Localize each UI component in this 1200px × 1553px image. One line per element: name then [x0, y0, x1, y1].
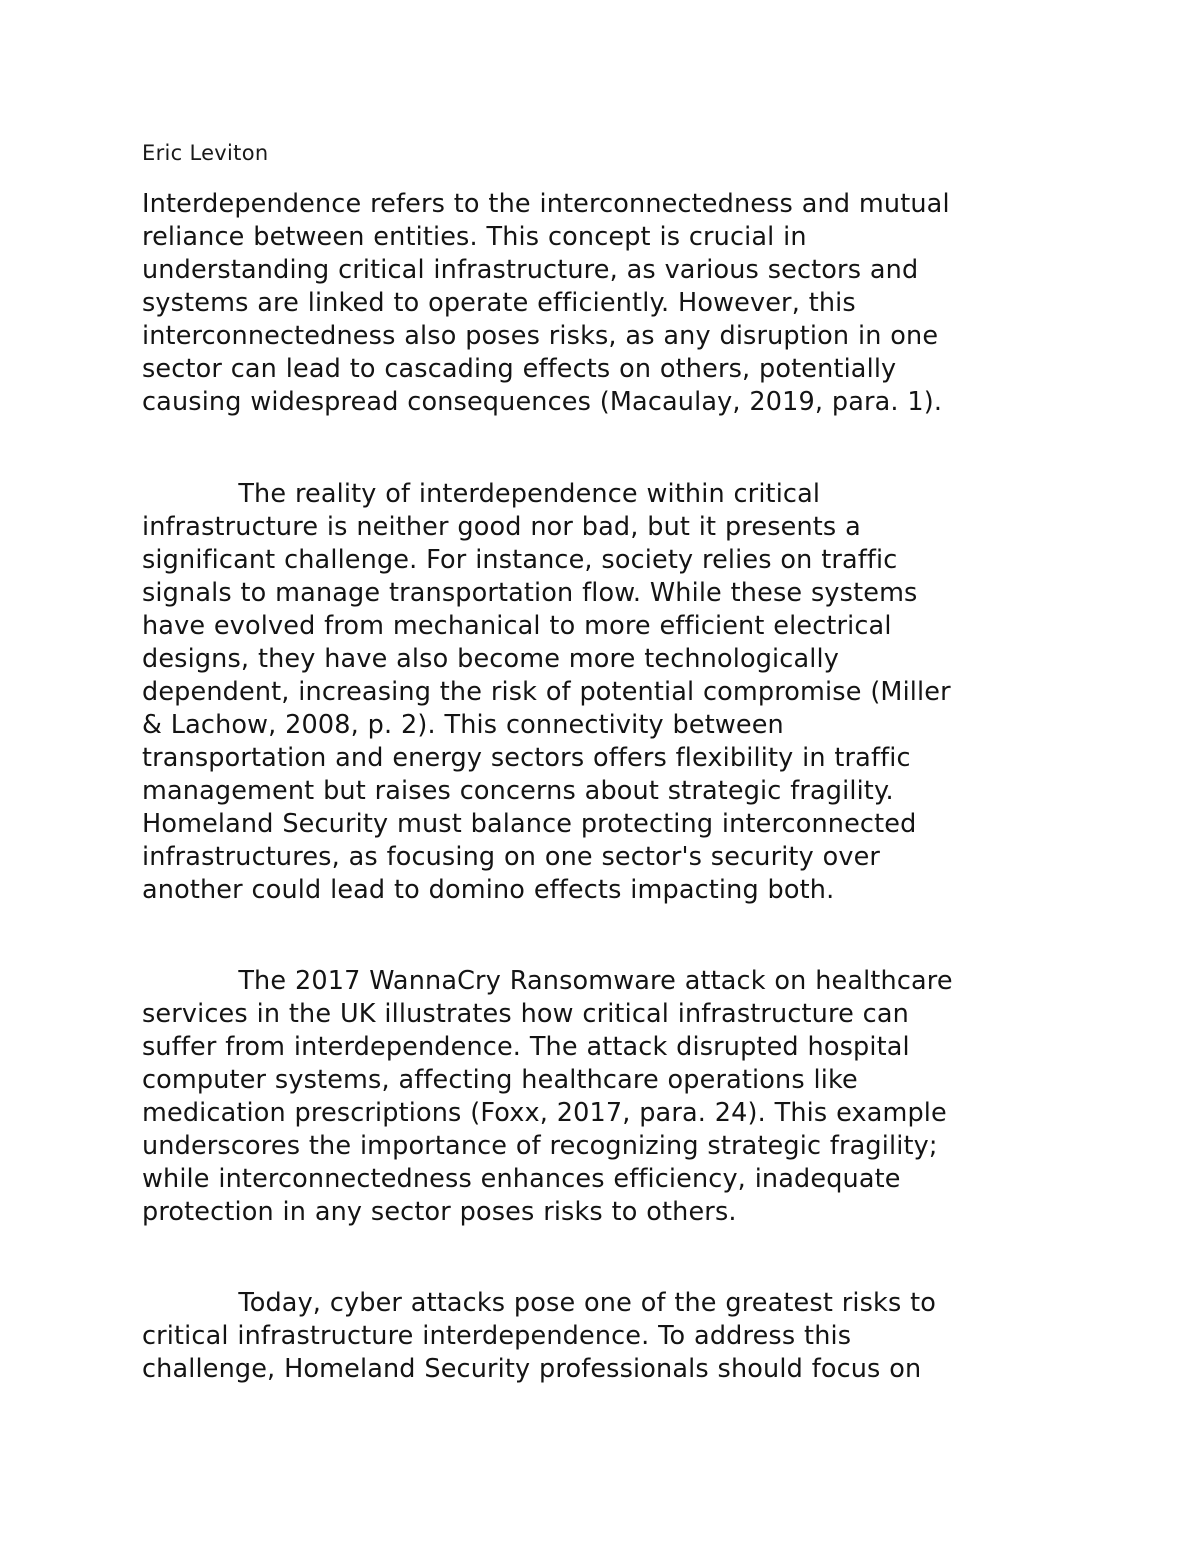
text-line: transportation and energy sectors offers flexibility in traffic — [142, 743, 911, 773]
text-line: challenge, Homeland Security professionals should focus on — [142, 1354, 922, 1384]
text-line: management but raises concerns about strategic fragility. — [142, 776, 894, 806]
text-line: infrastructure is neither good nor bad, but it presents a — [142, 512, 861, 542]
text-line: services in the UK illustrates how critical infrastructure can — [142, 999, 909, 1029]
text-line: underscores the importance of recognizing strategic fragility; — [142, 1131, 938, 1161]
text-line: while interconnectedness enhances efficiency, inadequate — [142, 1164, 901, 1194]
text-line: systems are linked to operate efficiently. However, this — [142, 288, 856, 318]
text-line: signals to manage transportation flow. While these systems — [142, 578, 918, 608]
text-line: computer systems, affecting healthcare operations like — [142, 1065, 858, 1095]
text-line: designs, they have also become more technologically — [142, 644, 839, 674]
text-line: & Lachow, 2008, p. 2). This connectivity between — [142, 710, 784, 740]
text-line: The reality of interdependence within critical — [142, 479, 821, 509]
text-line: infrastructures, as focusing on one sector's security over — [142, 842, 881, 872]
text-line: The 2017 WannaCry Ransomware attack on healthcare — [142, 966, 953, 996]
text-line: dependent, increasing the risk of potential compromise (Miller — [142, 677, 951, 707]
text-line: causing widespread consequences (Macaulay, 2019, para. 1). — [142, 387, 943, 417]
text-line: critical infrastructure interdependence. To address this — [142, 1321, 852, 1351]
paragraph-cyber-attacks — [142, 1287, 1072, 1386]
text-line: Today, cyber attacks pose one of the greatest risks to — [142, 1288, 937, 1318]
text-line: sector can lead to cascading effects on others, potentially — [142, 354, 897, 384]
text-line: Interdependence refers to the interconnectedness and mutual — [142, 189, 950, 219]
text-line: understanding critical infrastructure, as various sectors and — [142, 255, 919, 285]
paragraph-traffic-signals — [142, 478, 1072, 907]
text-line: Homeland Security must balance protecting interconnected — [142, 809, 917, 839]
text-line: have evolved from mechanical to more efficient electrical — [142, 611, 892, 641]
author-name: Eric Leviton — [142, 141, 269, 165]
text-line: medication prescriptions (Foxx, 2017, para. 24). This example — [142, 1098, 947, 1128]
text-line: another could lead to domino effects impacting both. — [142, 875, 835, 905]
paragraph-interdependence-definition — [142, 188, 1072, 419]
text-line: protection in any sector poses risks to others. — [142, 1197, 737, 1227]
text-line: suffer from interdependence. The attack disrupted hospital — [142, 1032, 910, 1062]
text-line: reliance between entities. This concept is crucial in — [142, 222, 807, 252]
paragraph-wannacry — [142, 965, 1072, 1229]
text-line: interconnectedness also poses risks, as any disruption in one — [142, 321, 939, 351]
text-line: significant challenge. For instance, society relies on traffic — [142, 545, 898, 575]
